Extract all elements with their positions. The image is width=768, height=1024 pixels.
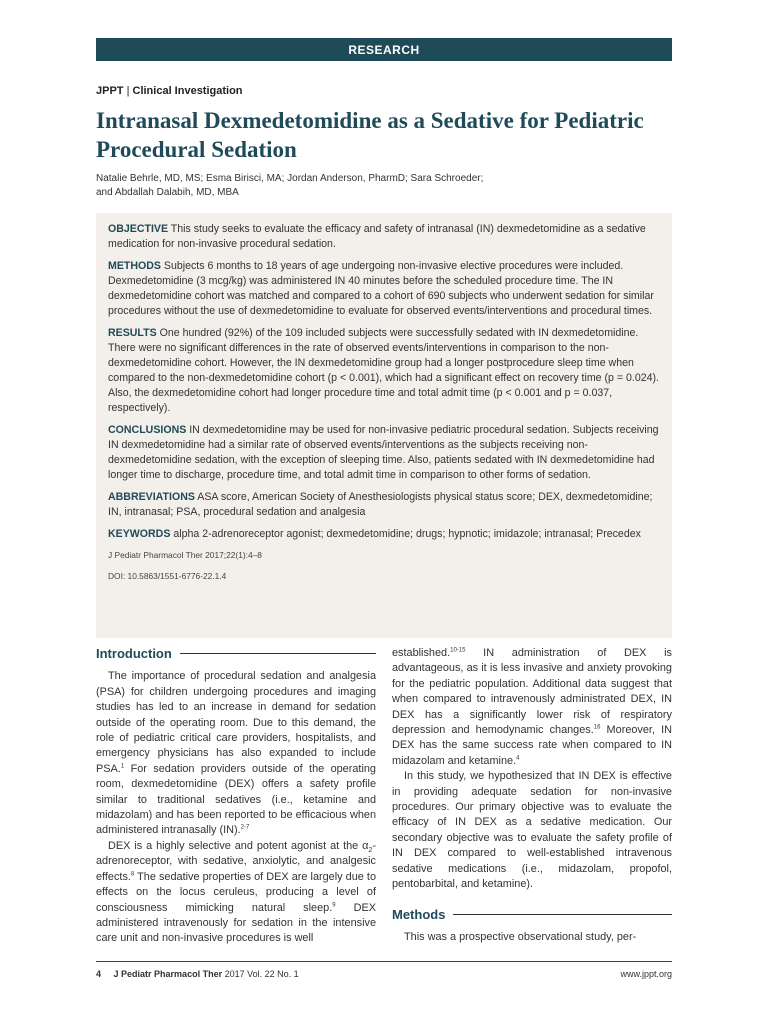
authors-line-1: Natalie Behrle, MD, MS; Esma Birisci, MA; Jordan Anderson, PharmD; Sara Schroeder; <box>96 173 484 184</box>
keywords-text: alpha 2-adrenoreceptor agonist; dexmedetomidine; drugs; hypnotic; imidazole; intranasal; Precedex <box>170 528 641 540</box>
author-list <box>96 172 616 200</box>
footer-left <box>96 969 299 979</box>
abstract-conclusions <box>108 423 660 483</box>
doi: DOI: 10.5863/1551-6776-22.1.4 <box>108 571 227 581</box>
abstract-results <box>108 326 660 416</box>
abstract-methods <box>108 259 660 319</box>
right-p1-text-b: IN administration of DEX is advantageous, as it is less invasive and anxiety provoking for the pediatric population. Additional data suggest that when compared to intravenously administrated DEX, IN DEX has a significantly lower risk of respiratory depression and hemodynamic changes. <box>392 647 672 737</box>
intro-p1-text-a: The importance of procedural sedation and analgesia (PSA) for children undergoing procedures and imaging studies has led to an increase in demand for sedation outside of the operating room. Due to this demand, the role of pediatric critical care providers, hospitalists, and emergency physicians has also expanded to include PSA. <box>96 670 376 775</box>
intro-paragraph-1 <box>96 669 376 838</box>
methods-text: Subjects 6 months to 18 years of age undergoing non-invasive elective procedures were included. Dexmedetomidine (3 mcg/kg) was administered IN 40 minutes before the scheduled procedure time. The IN dexmedetomidine cohort was matched and compared to a cohort of 690 subjects who underwent sedation for similar procedures without the use of dexmedetomidine to evaluate for observed events/interventions and procedural times. <box>108 260 654 317</box>
right-p1-text-a: established. <box>392 647 451 659</box>
reference-superscript: 16 <box>593 724 601 731</box>
page-number: 4 <box>96 969 102 979</box>
intro-p2-text-b: -adrenoreceptor, with sedative, anxiolytic, and analgesic effects. <box>96 839 376 883</box>
footer-issue: 2017 Vol. 22 No. 1 <box>222 969 299 979</box>
heading-rule <box>453 914 672 915</box>
methods-heading <box>392 907 672 922</box>
intro-p2-text-a: DEX is a highly selective and potent agonist at the α <box>108 839 369 852</box>
results-label: RESULTS <box>108 327 157 339</box>
abstract-keywords <box>108 527 660 542</box>
journal-section: Clinical Investigation <box>132 85 243 97</box>
footer-url[interactable]: www.jppt.org <box>620 969 672 979</box>
reference-superscript: 10-15 <box>450 647 466 654</box>
objective-label: OBJECTIVE <box>108 223 169 235</box>
footer-journal: J Pediatr Pharmacol Ther <box>113 969 223 979</box>
right-column <box>392 646 672 945</box>
keywords-label: KEYWORDS <box>108 528 171 540</box>
abbreviations-label: ABBREVIATIONS <box>108 491 195 503</box>
reference-superscript: 1 <box>120 763 125 770</box>
results-text: One hundred (92%) of the 109 included subjects were successfully sedated with IN dexmedetomidine. There were no significant differences in the rate of observed events/interventions in comparison to the non-dexmedetomidine cohort. However, the IN dexmedetomidine group had a longer postprocedure sleep time when compared to the non-dexmedetomidine cohort (p < 0.001), which had a significant effect on recovery time (p = 0.024). Also, the dexmedetomidine cohort had longer procedure time and total admit time (p < 0.001 and p = 0.037, respectively). <box>108 327 659 414</box>
journal-name: JPPT <box>96 85 124 97</box>
right-paragraph-1 <box>392 646 672 769</box>
intro-p2-text-c: The sedative properties of DEX are largely due to effects on the locus ceruleus, producing a level of consciousness mimicking natural sleep. <box>96 870 376 914</box>
reference-superscript: 2-7 <box>240 824 250 831</box>
reference-superscript: 9 <box>332 901 336 908</box>
abbreviations-text: ASA score, American Society of Anesthesiologists physical status score; DEX, dexmedetomidine; IN, intranasal; PSA, procedural sedation and analgesia <box>108 491 653 518</box>
conclusions-text: IN dexmedetomidine may be used for non-invasive pediatric procedural sedation. Subjects receiving IN dexmedetomidine had a similar rate of observed events/interventions as the subjects receiving non-dexmedetomidine sedation, with the exception of sleeping time. Also, patients sedated with IN dexmedetomidine had longer time to discharge, procedure time, and total admit time in comparison to other forms of sedation. <box>108 424 659 481</box>
methods-paragraph-1: This was a prospective observational study, per- <box>404 930 637 943</box>
reference-superscript: 8 <box>130 871 135 878</box>
article-title: Intranasal Dexmedetomidine as a Sedative for Pediatric Procedural Sedation <box>96 108 644 162</box>
journal-separator: | <box>123 85 133 97</box>
footer-rule <box>96 961 672 962</box>
authors-line-2: and Abdallah Dalabih, MD, MBA <box>96 187 239 198</box>
subscript: 2 <box>368 847 373 855</box>
right-paragraph-2: In this study, we hypothesized that IN DEX is effective in providing adequate sedation for non-invasive procedures. Our primary objective was to evaluate the efficacy of IN DEX as a sedative medication. Our secondary objective was to evaluate the safety profile of IN DEX compared to well-established intravenous sedative medications (i.e., midazolam, propofol, pentobarbital, and ketamine). <box>392 770 672 891</box>
left-column <box>96 646 376 947</box>
objective-text: This study seeks to evaluate the efficacy and safety of intranasal (IN) dexmedetomidine as a sedative medication for non-invasive procedural sedation. <box>108 223 646 250</box>
methods-label: METHODS <box>108 260 161 272</box>
intro-p1-text-b: For sedation providers outside of the operating room, dexmedetomidine (DEX) offers a safety profile similar to traditional sedatives (i.e., ketamine and midazolam) and has been reported to be efficacious when administered intranasally (IN). <box>96 762 376 837</box>
abstract-objective <box>108 222 660 252</box>
page-footer <box>96 969 672 979</box>
methods-heading-text: Methods <box>392 906 446 922</box>
reference-superscript: 4 <box>516 755 520 762</box>
heading-rule <box>180 653 376 654</box>
abstract-abbreviations <box>108 490 660 520</box>
citation: J Pediatr Pharmacol Ther 2017;22(1):4–8 <box>108 550 262 560</box>
section-banner: RESEARCH <box>96 38 672 61</box>
right-p1-text-c: Moreover, IN DEX has the same success rate when compared to IN midazolam and ketamine. <box>392 724 672 767</box>
introduction-heading <box>96 646 376 661</box>
journal-section-line <box>96 85 243 97</box>
intro-paragraph-2 <box>96 839 376 947</box>
conclusions-label: CONCLUSIONS <box>108 424 187 436</box>
abstract-box <box>96 213 672 638</box>
intro-p2-text-d: DEX administered intravenously for sedation in the intensive care unit and non-invasive procedures is well <box>96 901 377 945</box>
introduction-heading-text: Introduction <box>96 646 172 661</box>
